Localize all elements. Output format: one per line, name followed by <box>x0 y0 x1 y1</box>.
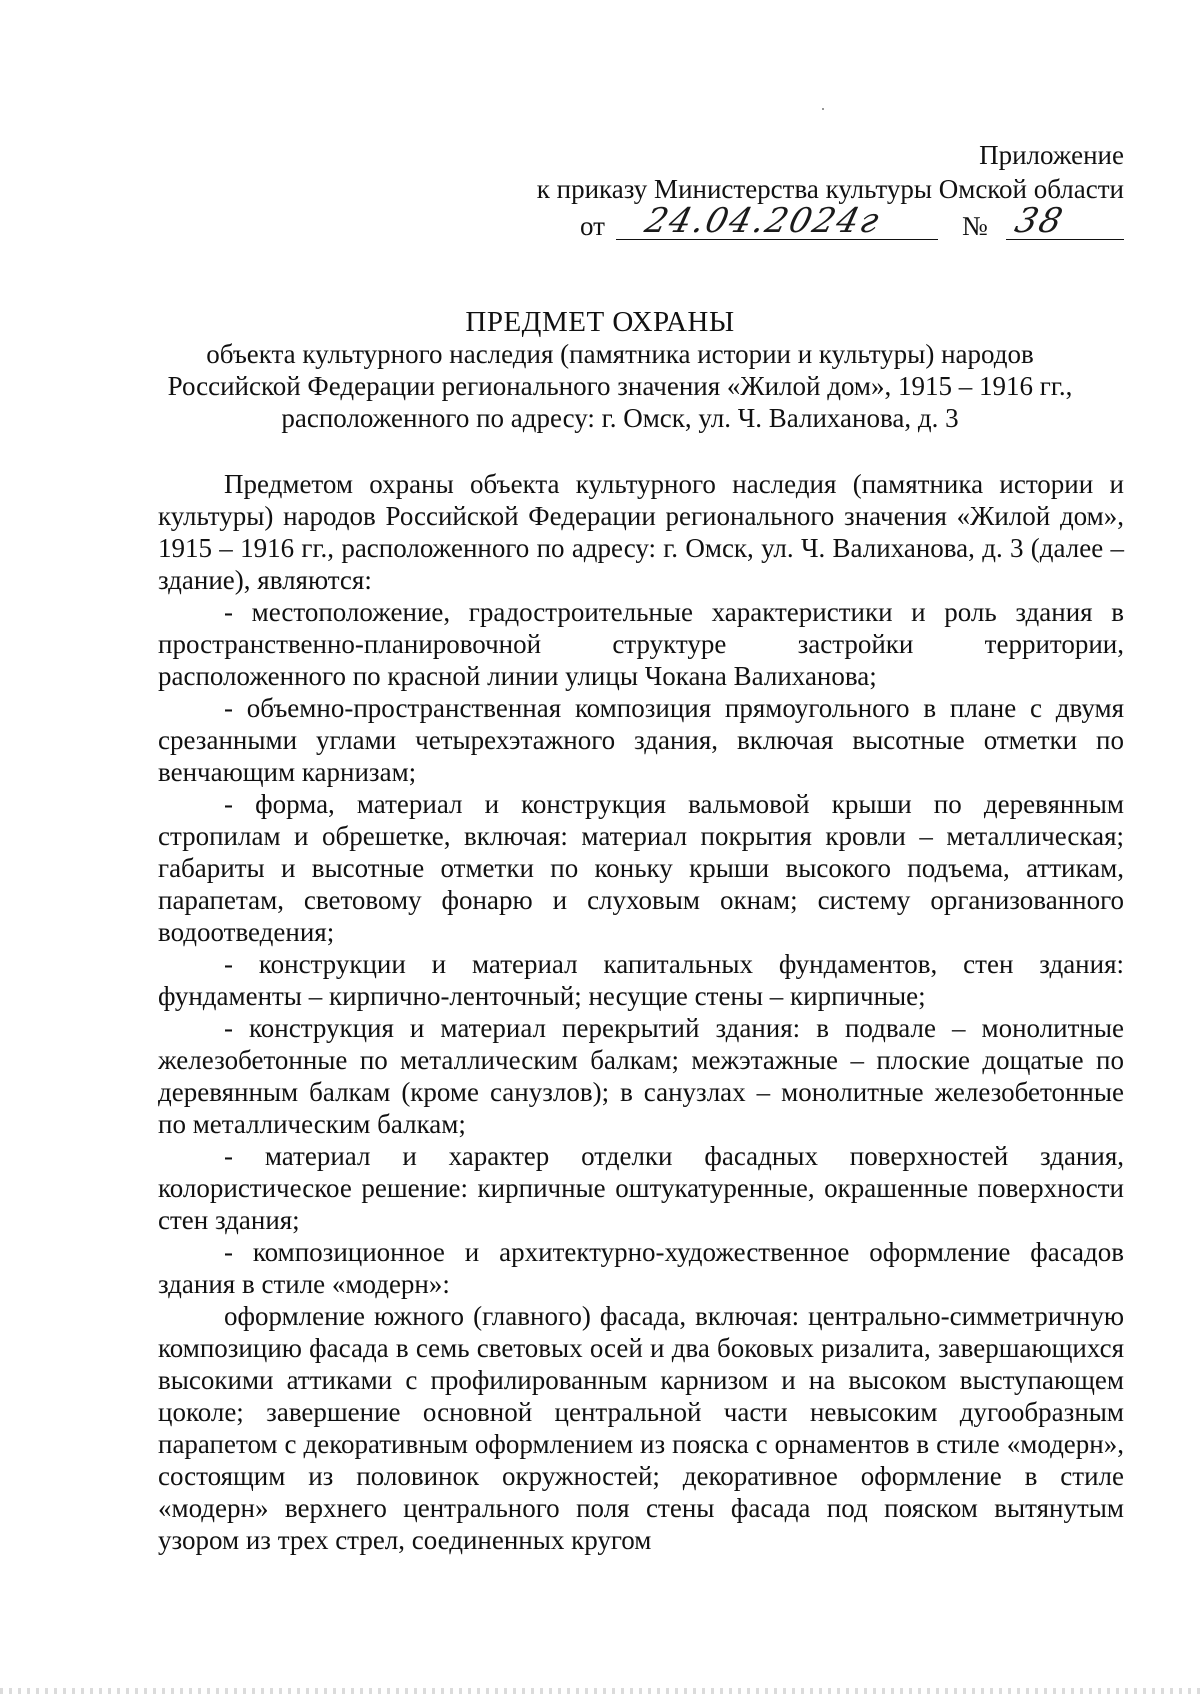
number-field <box>1006 201 1124 241</box>
subtitle-line: Российской Федерации регионального значения «Жилой дом», 1915 – 1916 гг., <box>167 371 1073 401</box>
order-reference: к приказу Министерства культуры Омской области <box>536 174 1124 204</box>
document-subtitle <box>150 338 1090 434</box>
scan-edge-artifact <box>0 1688 1200 1694</box>
item-foundations-walls: - конструкции и материал капитальных фундаментов, стен здания: фундаменты – кирпично-ленточный; несущие стены – кирпичные; <box>158 949 1124 1011</box>
from-label: от <box>580 211 605 241</box>
item-facade-design: - композиционное и архитектурно-художественное оформление фасадов здания в стиле «модерн»: <box>158 1237 1124 1299</box>
handwritten-number: 38 <box>1011 201 1069 241</box>
item-location: - местоположение, градостроительные характеристики и роль здания в пространственно-планировочной структуре застройки территории, расположенного по красной линии улицы Чокана Валиханова; <box>158 597 1124 691</box>
subtitle-line: расположенного по адресу: г. Омск, ул. Ч. Валиханова, д. 3 <box>281 403 959 433</box>
item-volume-composition: - объемно-пространственная композиция прямоугольного в плане с двумя срезанными углами четырехэтажного здания, включая высотные отметки по венчающим карнизам; <box>158 693 1124 787</box>
handwritten-date: 24.04.2024г <box>641 201 885 241</box>
item-floors: - конструкция и материал перекрытий здания: в подвале – монолитные железобетонные по металлическим балкам; межэтажные – плоские дощатые по деревянным балкам (кроме санузлов); в санузлах – монолитные железобетонные по металлическим балкам; <box>158 1013 1124 1139</box>
document-body <box>158 468 1124 1556</box>
intro-paragraph: Предметом охраны объекта культурного наследия (памятника истории и культуры) народов Российской Федерации регионального значения «Жилой дом», 1915 – 1916 гг., расположенного по адресу: г. Омск, ул. Ч. Валиханова, д. 3 (далее – здание), являются: <box>158 469 1124 595</box>
number-label: № <box>962 211 988 241</box>
south-facade-paragraph: оформление южного (главного) фасада, включая: центрально-симметричную композицию фасада в семь световых осей и два боковых ризалита, завершающихся высокими аттиками с профилированным карнизом и на высоком выступающем цоколе; завершение основной центральной части невысоким дугообразным парапетом с декоративным оформлением из пояска с орнаментов в стиле «модерн», состоящим из половинок окружностей; декоративное оформление в стиле «модерн» верхнего центрального поля стены фасада под пояском вытянутым узором из трех стрел, соединенных кругом <box>158 1301 1124 1555</box>
subtitle-line: объекта культурного наследия (памятника истории и культуры) народов <box>206 339 1034 369</box>
item-facade-finish: - материал и характер отделки фасадных поверхностей здания, колористическое решение: кирпичные оштукатуренные, окрашенные поверхности стен здания; <box>158 1141 1124 1235</box>
appendix-label: Приложение <box>979 140 1124 170</box>
approval-block <box>537 138 1124 206</box>
date-field <box>616 201 938 241</box>
order-date-number-line <box>580 201 1124 246</box>
item-roof: - форма, материал и конструкция вальмовой крыши по деревянным стропилам и обрешетке, включая: материал покрытия кровли – металлическая; габариты и высотные отметки по коньку крыши высокого подъема, аттикам, парапетам, световому фонарю и слуховым окнам; систему организованного водоотведения; <box>158 789 1124 947</box>
scan-speck <box>822 108 824 110</box>
document-title: ПРЕДМЕТ ОХРАНЫ <box>465 306 735 338</box>
